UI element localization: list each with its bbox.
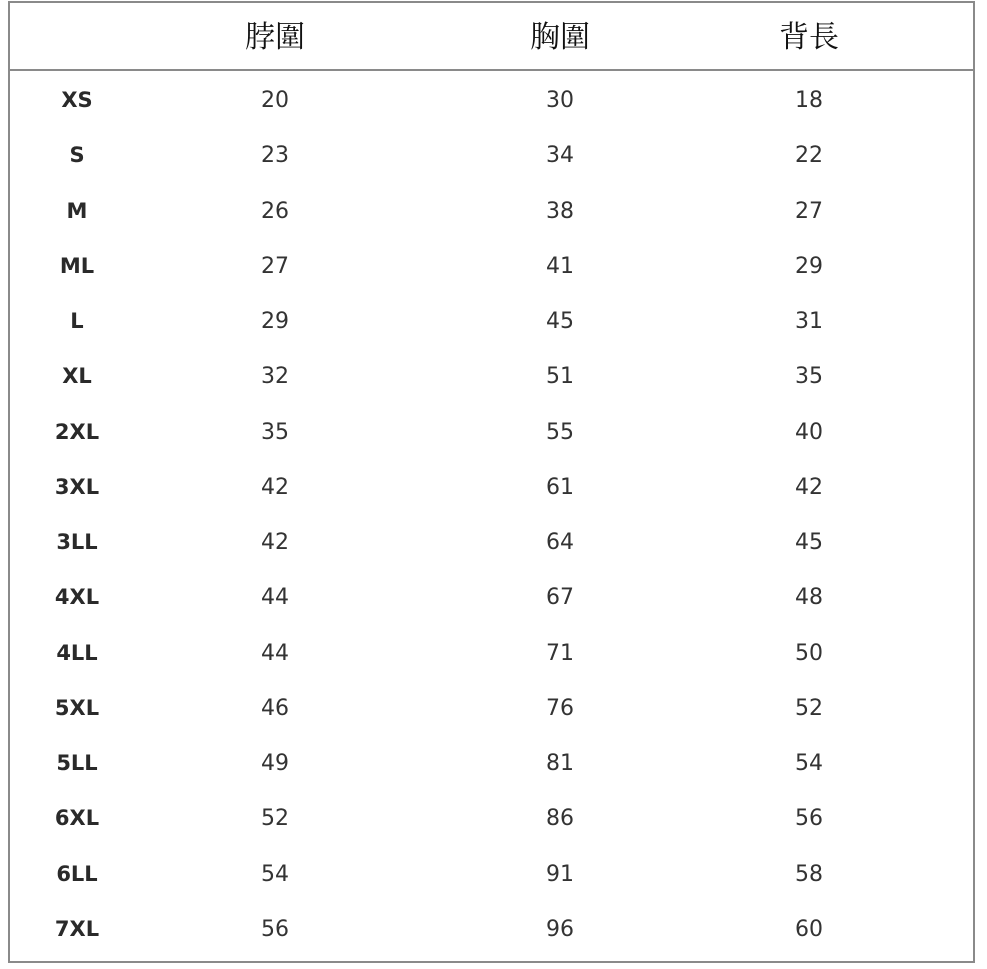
size-label: XL (62, 364, 92, 389)
back-value: 54 (795, 751, 823, 776)
back-value: 60 (795, 916, 823, 942)
neck-value: 27 (261, 253, 289, 279)
table-row (10, 405, 973, 460)
chest-value: 61 (546, 474, 574, 500)
table-row (10, 294, 973, 349)
chest-value: 51 (546, 364, 574, 390)
neck-value: 54 (261, 861, 289, 887)
chest-value: 41 (546, 253, 574, 279)
back-value: 29 (795, 253, 823, 279)
header-back-length: 背長 (779, 20, 839, 55)
chest-value: 81 (546, 751, 574, 776)
back-value: 50 (795, 640, 823, 666)
size-label: 6LL (56, 861, 98, 886)
table-row (10, 460, 973, 515)
neck-value: 44 (261, 640, 289, 666)
chest-value: 38 (546, 198, 574, 224)
size-label: 3LL (56, 530, 98, 554)
table-row (10, 515, 973, 570)
table-row (10, 791, 973, 846)
table-row (10, 73, 973, 128)
neck-value: 42 (261, 474, 289, 500)
chest-value: 91 (546, 861, 574, 887)
back-value: 31 (795, 309, 823, 334)
neck-value: 46 (261, 695, 289, 721)
size-chart-table (8, 1, 975, 963)
size-label: M (66, 198, 88, 223)
back-value: 40 (795, 419, 823, 445)
chest-value: 64 (546, 530, 574, 555)
back-value: 42 (795, 474, 823, 500)
back-value: 27 (795, 198, 823, 224)
back-value: 45 (795, 530, 823, 555)
table-body (10, 73, 973, 957)
neck-value: 32 (261, 364, 289, 390)
table-row (10, 736, 973, 791)
header-neck-circumference: 脖圍 (245, 20, 305, 55)
chest-value: 34 (546, 143, 574, 169)
neck-value: 44 (261, 585, 289, 611)
back-value: 56 (795, 806, 823, 832)
neck-value: 35 (261, 419, 289, 445)
back-value: 48 (795, 585, 823, 611)
header-chest-circumference: 胸圍 (530, 20, 590, 55)
size-label: S (69, 143, 85, 168)
table-header-row (10, 3, 973, 71)
neck-value: 20 (261, 88, 289, 113)
table-row (10, 847, 973, 902)
header-size (0, 3, 157, 69)
size-label: 2XL (54, 419, 100, 444)
size-label: 4LL (56, 640, 98, 665)
chest-value: 55 (546, 419, 574, 445)
back-value: 52 (795, 695, 823, 721)
neck-value: 29 (261, 309, 289, 334)
back-value: 22 (795, 143, 823, 169)
chest-value: 67 (546, 585, 574, 611)
size-label: 5XL (54, 695, 100, 720)
size-label: 7XL (54, 916, 100, 941)
neck-value: 56 (261, 916, 289, 942)
neck-value: 42 (261, 530, 289, 555)
table-row (10, 349, 973, 404)
back-value: 58 (795, 861, 823, 887)
neck-value: 26 (261, 198, 289, 224)
back-value: 18 (795, 88, 823, 113)
chest-value: 71 (546, 640, 574, 666)
table-row (10, 681, 973, 736)
table-row (10, 626, 973, 681)
size-label: 3XL (54, 474, 100, 499)
chest-value: 96 (546, 916, 574, 942)
size-label: XS (61, 88, 93, 112)
table-row (10, 902, 973, 957)
table-row (10, 184, 973, 239)
neck-value: 49 (261, 751, 289, 776)
table-row (10, 570, 973, 625)
neck-value: 52 (261, 806, 289, 832)
size-label: 4XL (54, 585, 100, 610)
size-label: L (70, 309, 84, 333)
size-label: 6XL (54, 806, 100, 831)
chest-value: 76 (546, 695, 574, 721)
size-label: 5LL (56, 751, 98, 775)
table-row (10, 239, 973, 294)
back-value: 35 (795, 364, 823, 390)
size-label: ML (59, 253, 95, 278)
neck-value: 23 (261, 143, 289, 169)
chest-value: 30 (546, 88, 574, 113)
chest-value: 45 (546, 309, 574, 334)
table-row (10, 128, 973, 183)
chest-value: 86 (546, 806, 574, 832)
